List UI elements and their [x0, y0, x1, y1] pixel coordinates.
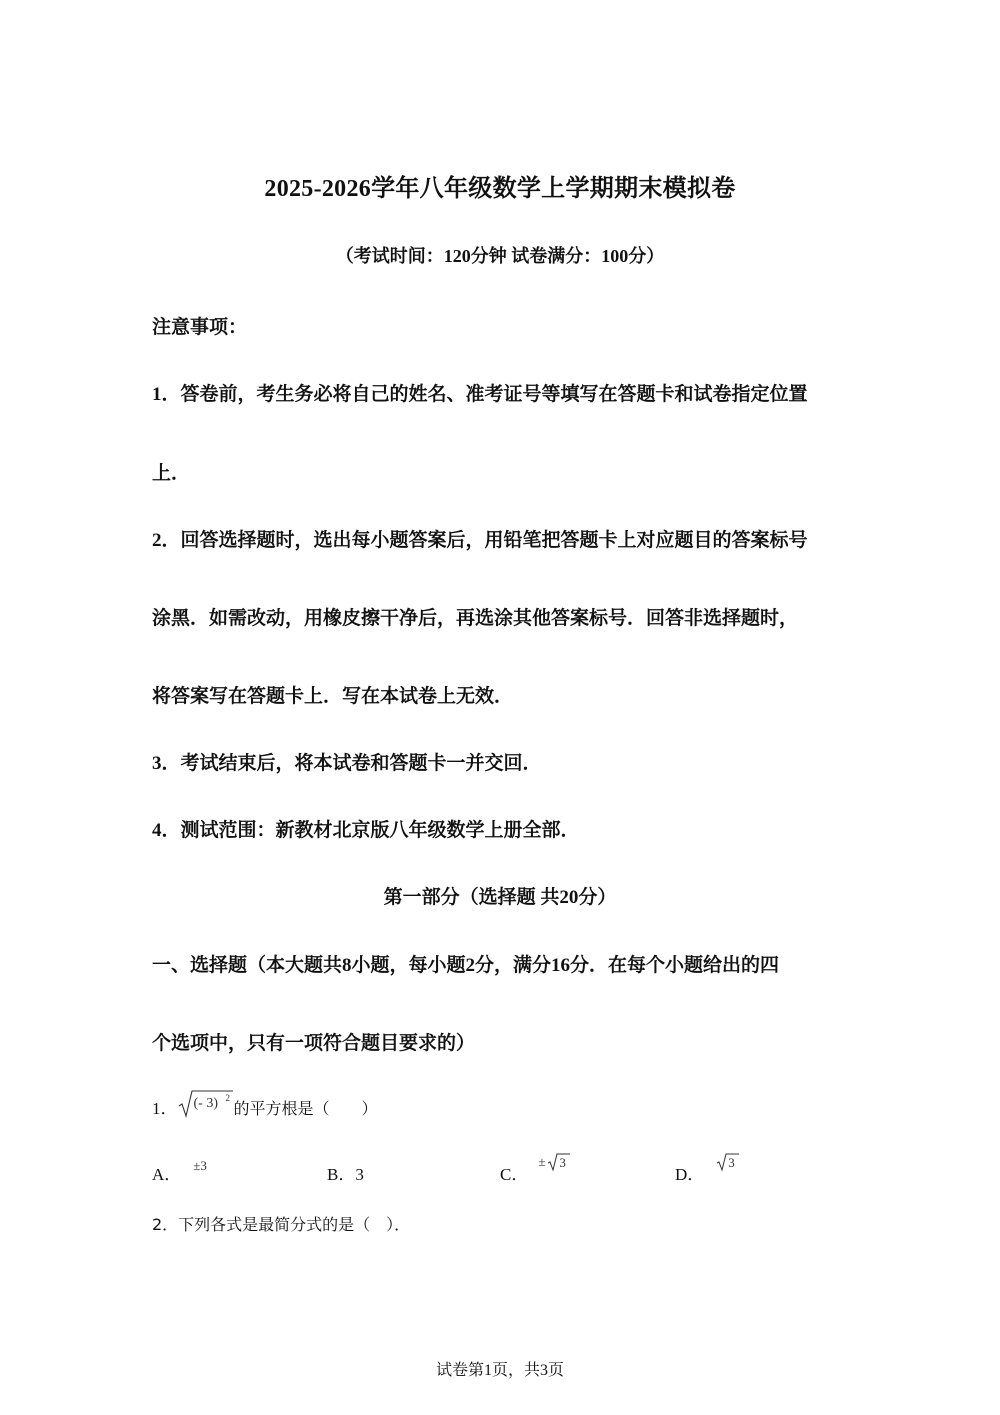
- option-c-radicand: 3: [559, 1155, 566, 1171]
- option-c[interactable]: [500, 1154, 566, 1186]
- page-footer: 试卷第1页，共3页: [435, 1362, 564, 1379]
- option-b[interactable]: [327, 1160, 364, 1185]
- question-1-text: 的平方根是（ ）: [233, 1099, 378, 1118]
- notice-line-7: 4．测试范围：新教材北京版八年级数学上册全部．: [152, 820, 580, 841]
- option-a-label: A．: [152, 1165, 182, 1184]
- option-a[interactable]: [152, 1158, 207, 1185]
- question-1-number: 1．: [152, 1099, 178, 1118]
- option-d-label: D．: [675, 1165, 705, 1184]
- exam-subtitle: （考试时间：120分钟 试卷满分：100分）: [335, 246, 665, 266]
- sqrt-expression: [178, 1089, 234, 1119]
- exam-title: 2025-2026学年八年级数学上学期期末模拟卷: [264, 176, 736, 202]
- exponent: 2: [225, 1093, 230, 1104]
- section-heading-line-1: 一、选择题（本大题共8小题，每小题2分，满分16分．在每个小题给出的四: [152, 955, 780, 976]
- notice-line-1: 1．答卷前，考生务必将自己的姓名、准考证号等填写在答题卡和试卷指定位置: [152, 384, 808, 405]
- option-d[interactable]: [675, 1155, 735, 1186]
- notice-line-3: 2．回答选择题时，选出每小题答案后，用铅笔把答题卡上对应题目的答案标号: [152, 530, 808, 551]
- radical-sign-icon: [538, 1152, 574, 1172]
- notice-line-2: 上．: [152, 463, 191, 484]
- option-d-math: [716, 1152, 740, 1172]
- part-heading: 第一部分（选择题 共20分）: [383, 887, 617, 908]
- question-1: [152, 1094, 378, 1125]
- option-a-math: ±3: [193, 1158, 207, 1173]
- notice-heading: 注意事项：: [152, 317, 248, 338]
- radicand: (- 3): [193, 1096, 218, 1112]
- option-d-radicand: 3: [728, 1155, 735, 1171]
- notice-line-4: 涂黑．如需改动，用橡皮擦干净后，再选涂其他答案标号．回答非选择题时，: [152, 608, 799, 629]
- notice-line-5: 将答案写在答题卡上．写在本试卷上无效．: [152, 686, 514, 707]
- option-b-label: B．3: [327, 1165, 364, 1184]
- question-2: 2．下列各式是最简分式的是（ ）．: [152, 1215, 411, 1234]
- section-heading-line-2: 个选项中，只有一项符合题目要求的）: [152, 1033, 476, 1054]
- option-c-label: C．: [500, 1165, 529, 1184]
- option-c-math: [538, 1152, 574, 1172]
- notice-line-6: 3．考试结束后，将本试卷和答题卡一并交回．: [152, 753, 542, 774]
- plus-minus-sign: ±: [538, 1154, 546, 1170]
